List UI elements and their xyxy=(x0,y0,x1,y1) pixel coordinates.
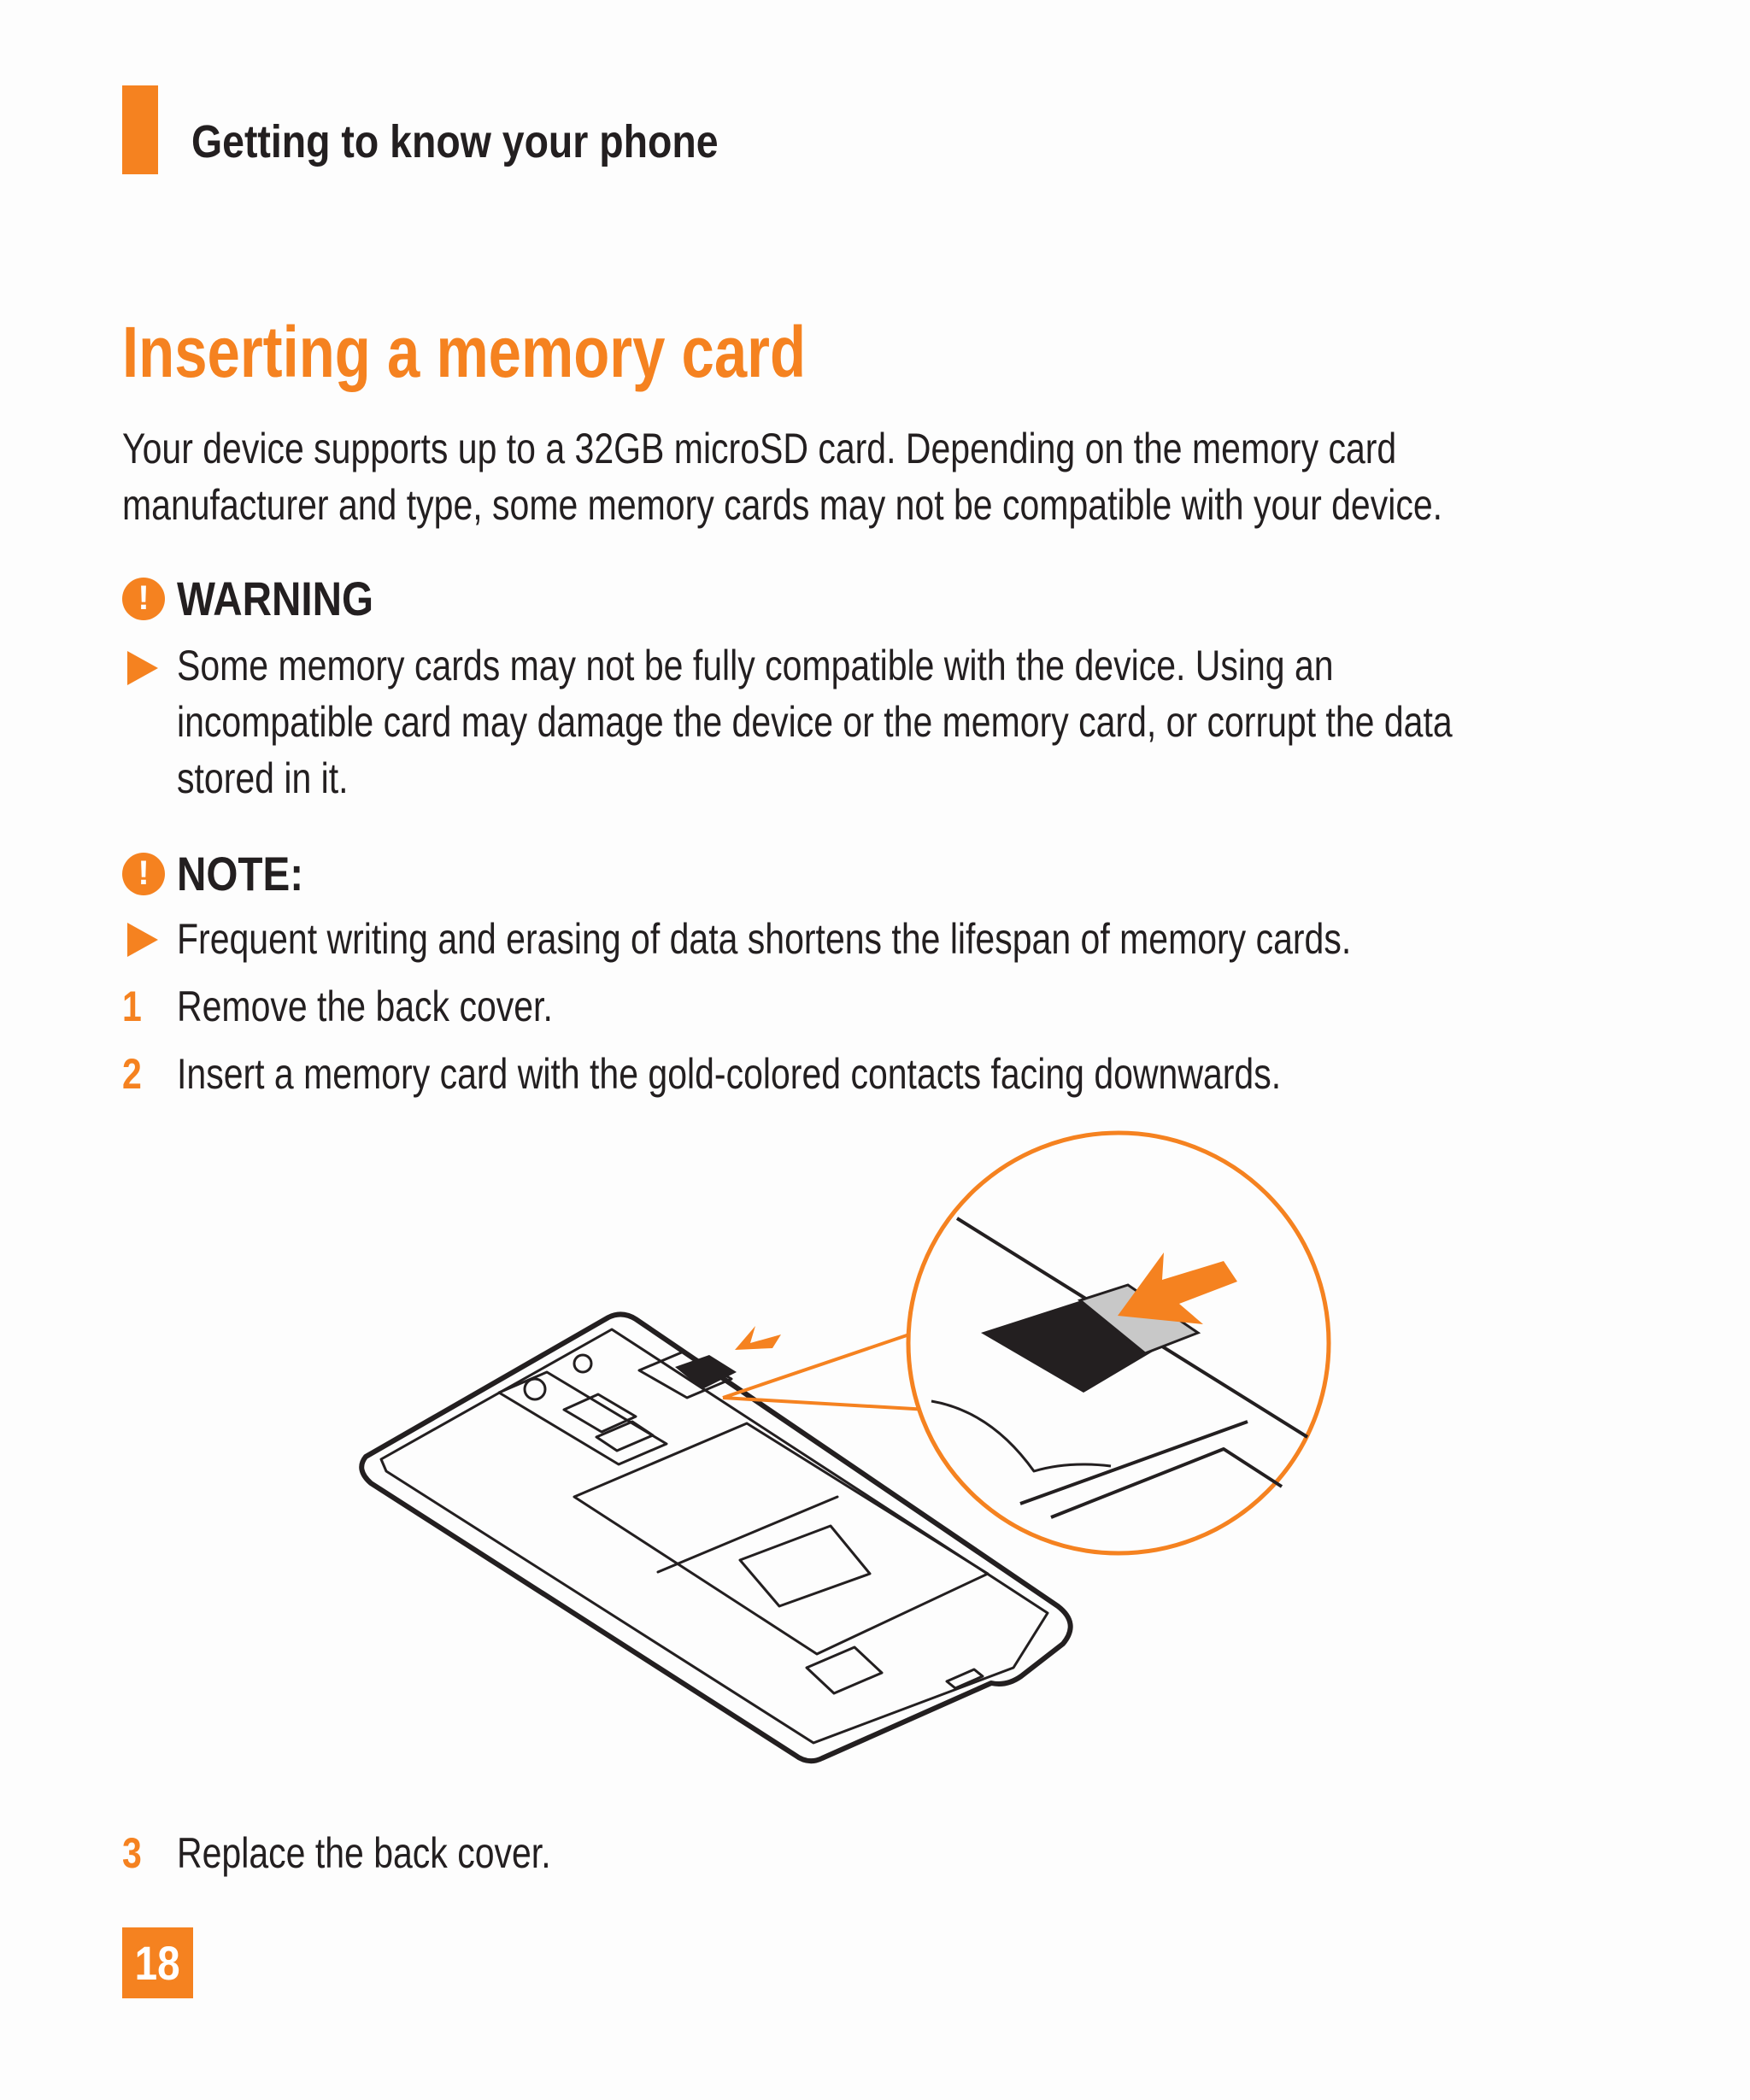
camera-lens xyxy=(525,1379,545,1399)
zoom-circle xyxy=(908,1133,1329,1553)
warning-heading xyxy=(122,571,408,626)
zoom-ribbon xyxy=(931,1401,1111,1471)
sim-slot xyxy=(740,1526,870,1606)
header-accent-bar xyxy=(122,85,158,174)
insert-arrow-large xyxy=(1118,1252,1237,1324)
step-text: Insert a memory card with the gold-colored contacts facing downwards. xyxy=(177,1050,1282,1098)
note-icon: ! xyxy=(122,853,165,895)
phone-inner-edge xyxy=(381,1329,1048,1743)
phone-body xyxy=(361,1314,1070,1761)
bullet-arrow-icon xyxy=(127,651,158,685)
page-number-badge xyxy=(122,1927,193,1998)
zoom-card-light xyxy=(1080,1285,1198,1353)
flash xyxy=(574,1355,591,1372)
page-title: Inserting a memory card xyxy=(122,312,807,392)
section-header: Getting to know your phone xyxy=(191,116,719,167)
step-text: Remove the back cover. xyxy=(177,983,553,1030)
camera-module xyxy=(499,1372,667,1464)
step-number: 3 xyxy=(122,1829,142,1877)
microsd-card xyxy=(675,1355,737,1389)
intro-paragraph: Your device supports up to a 32GB microSD card. Depending on the memory card manufacturer and type, some memory cards may not be compatible with your device. xyxy=(122,425,1443,529)
zoom-battery-edge xyxy=(1020,1422,1248,1504)
warning-icon: ! xyxy=(122,578,165,620)
warning-text: Some memory cards may not be fully compatible with the device. Using an incompatible card may damage the device or the memory card, or corrupt the data stored in it. xyxy=(177,642,1453,802)
microsd-slot xyxy=(639,1352,731,1398)
zoom-inner-box xyxy=(1051,1449,1282,1517)
zoom-card-slot xyxy=(981,1300,1184,1393)
note-label: NOTE: xyxy=(177,847,304,900)
zoom-edge-line xyxy=(957,1218,1307,1437)
warning-label: WARNING xyxy=(177,572,374,625)
nfc-pad xyxy=(807,1647,882,1693)
step-text: Replace the back cover. xyxy=(177,1829,551,1877)
step-number: 1 xyxy=(122,983,142,1030)
bullet-arrow-icon xyxy=(127,923,158,957)
note-text: Frequent writing and erasing of data shortens the lifespan of memory cards. xyxy=(177,915,1352,963)
usb-port xyxy=(947,1669,983,1688)
battery xyxy=(574,1423,988,1654)
page-number: 18 xyxy=(135,1936,180,1990)
insert-arrow-small xyxy=(735,1326,781,1350)
zoom-connector xyxy=(723,1333,928,1410)
step-number: 2 xyxy=(122,1050,142,1098)
volume-key xyxy=(596,1422,653,1451)
power-key xyxy=(564,1394,636,1432)
battery-divider xyxy=(658,1497,837,1572)
note-heading xyxy=(122,846,326,901)
